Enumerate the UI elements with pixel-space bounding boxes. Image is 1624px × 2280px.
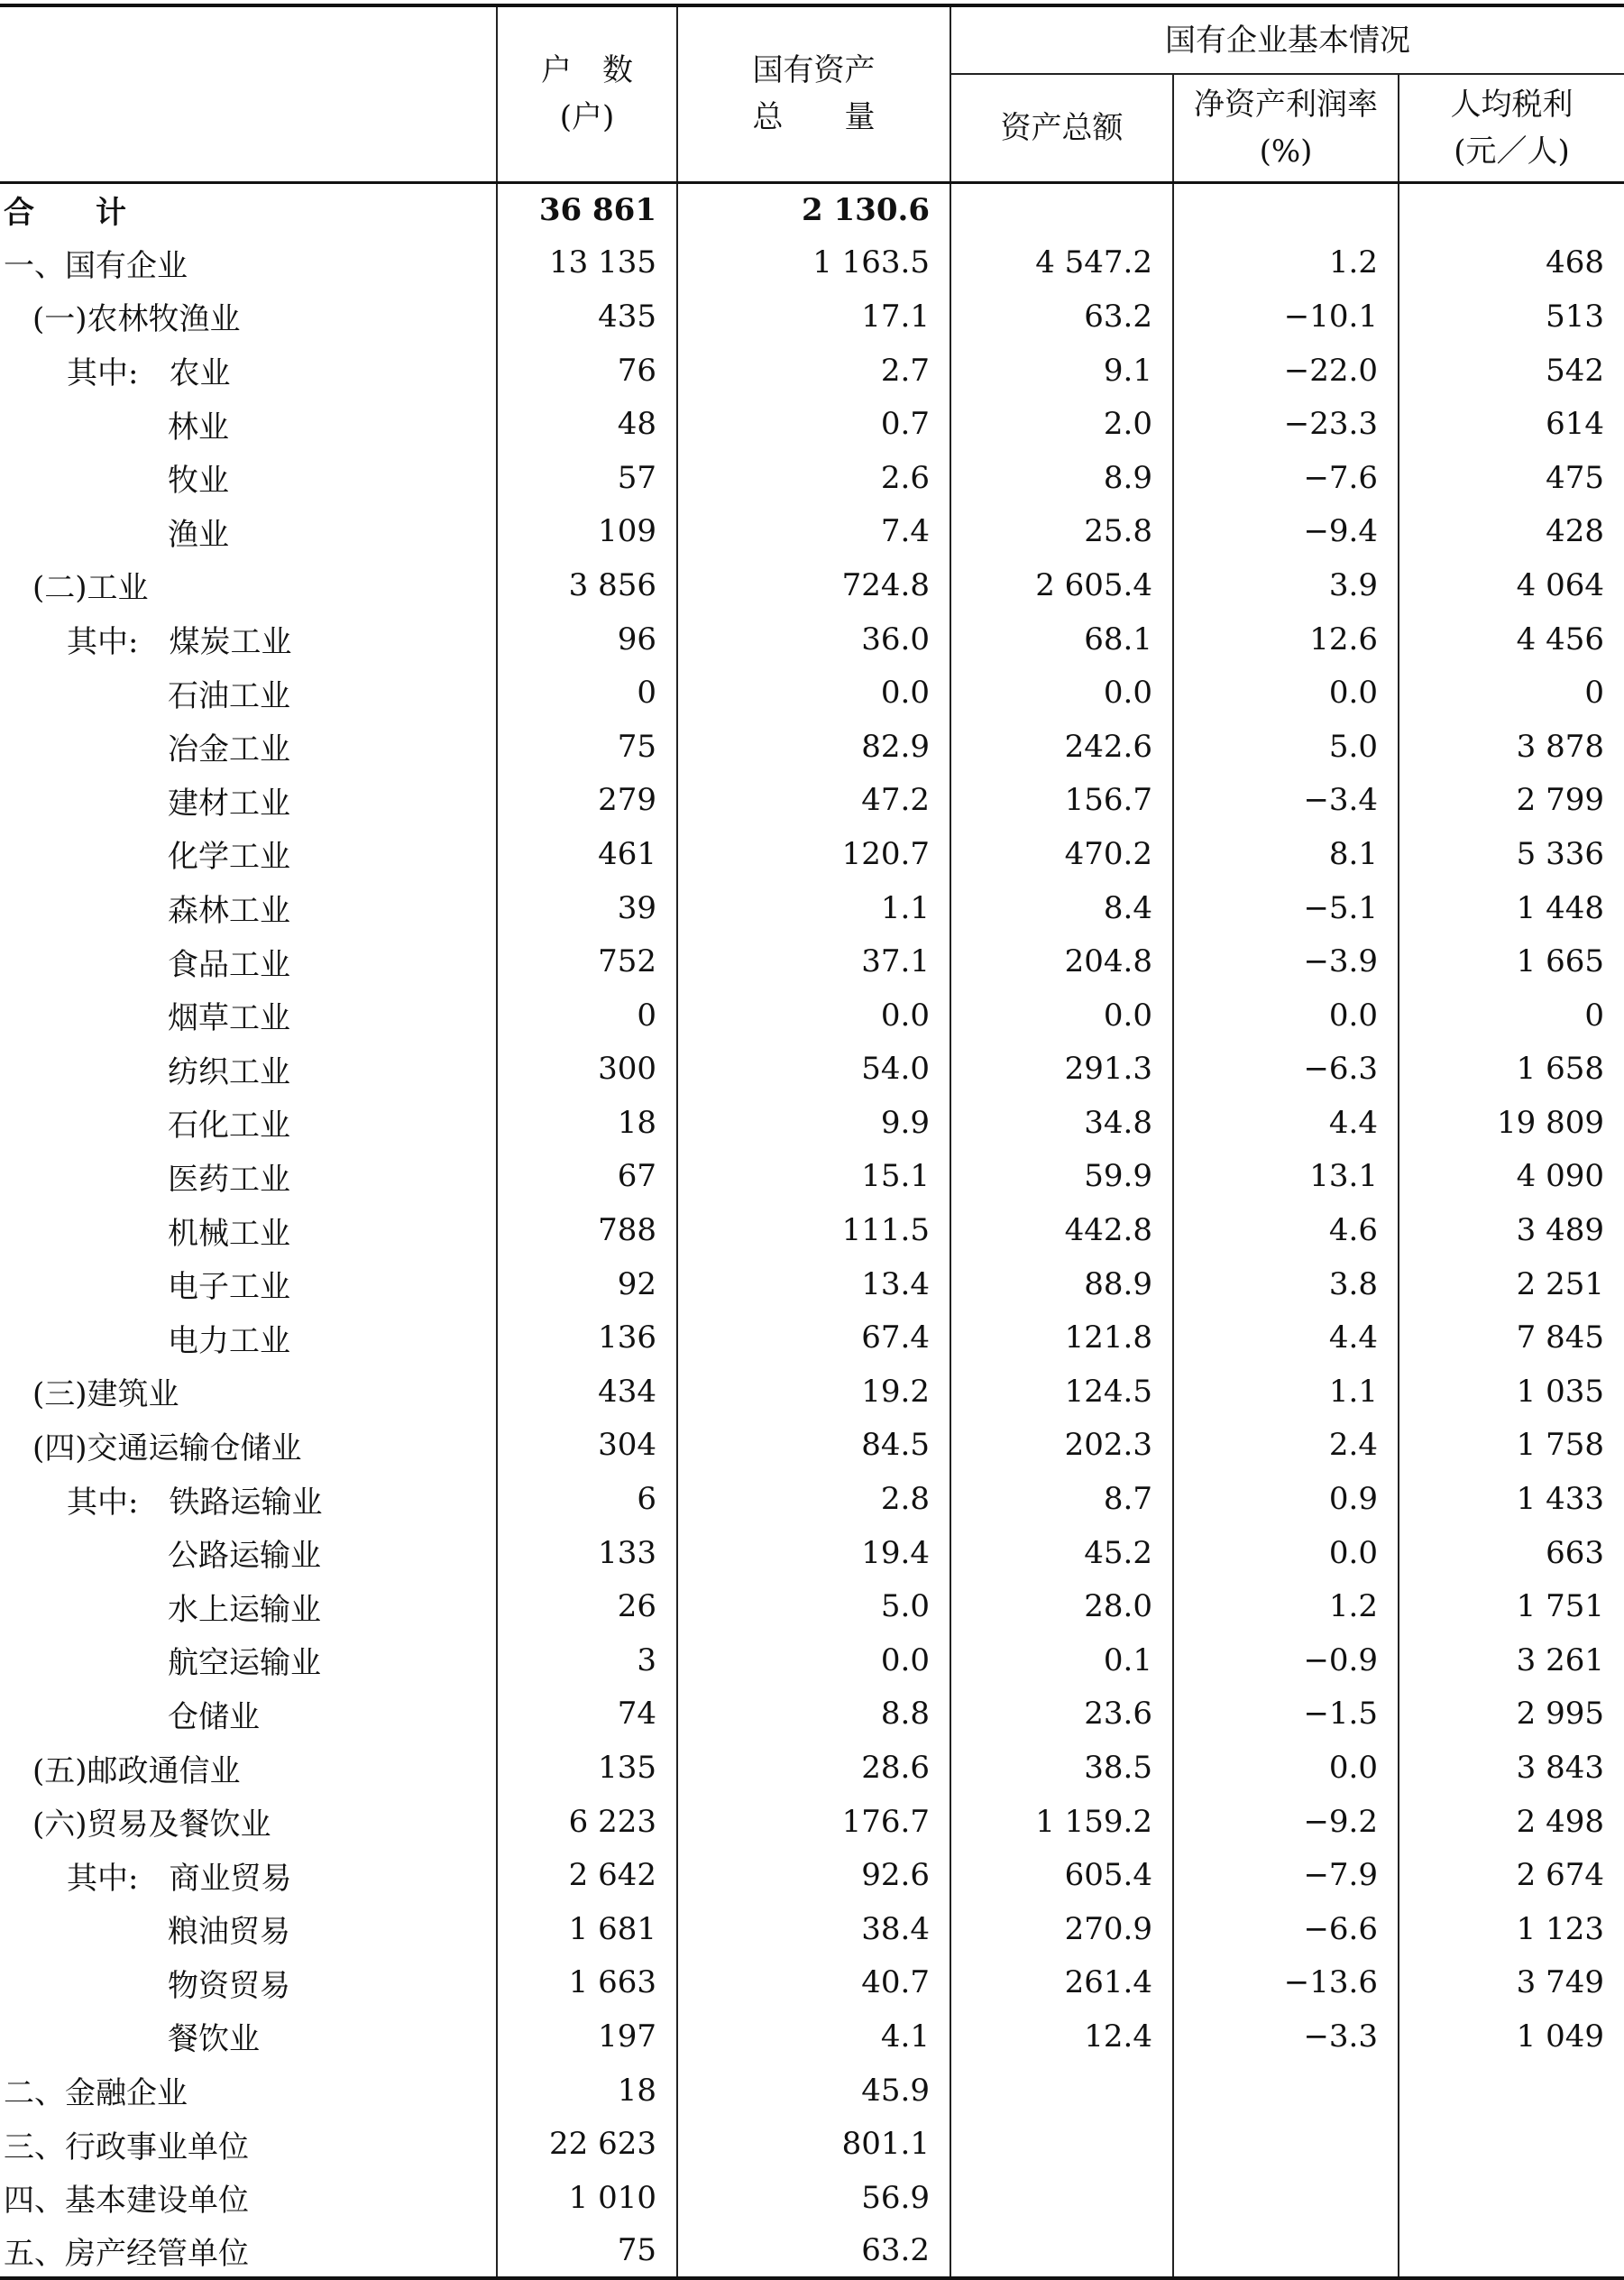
row-label: 三、行政事业单位 bbox=[4, 2128, 249, 2165]
profit-rate-cell: 5.0 bbox=[1173, 720, 1399, 774]
total-assets-cell: 261.4 bbox=[950, 1956, 1173, 2010]
state-assets-cell: 82.9 bbox=[677, 720, 950, 774]
state-assets-cell: 176.7 bbox=[677, 1795, 950, 1849]
profit-rate-cell: 1.2 bbox=[1173, 236, 1399, 290]
total-assets-cell: 124.5 bbox=[950, 1365, 1173, 1419]
tax-per-capita-cell: 1 035 bbox=[1399, 1365, 1624, 1419]
total-assets-cell: 204.8 bbox=[950, 934, 1173, 988]
tax-per-capita-cell: 4 090 bbox=[1399, 1150, 1624, 1204]
state-assets-cell: 15.1 bbox=[677, 1150, 950, 1204]
state-assets-cell: 5.0 bbox=[677, 1579, 950, 1633]
households-cell: 74 bbox=[497, 1687, 677, 1742]
total-assets-cell: 202.3 bbox=[950, 1419, 1173, 1473]
table-row bbox=[0, 451, 1624, 505]
header-households-line-2: (户) bbox=[559, 99, 615, 136]
profit-rate-cell: 1.2 bbox=[1173, 1579, 1399, 1633]
row-label: 机械工业 bbox=[168, 1215, 290, 1252]
households-cell: 197 bbox=[497, 2009, 677, 2064]
profit-rate-cell: −9.2 bbox=[1173, 1795, 1399, 1849]
row-label: (五)邮政通信业 bbox=[32, 1752, 241, 1789]
state-assets-cell: 7.4 bbox=[677, 505, 950, 559]
state-assets-cell: 111.5 bbox=[677, 1203, 950, 1257]
row-label: 合 计 bbox=[4, 195, 126, 232]
table-row bbox=[0, 612, 1624, 667]
profit-rate-cell bbox=[1173, 2117, 1399, 2171]
state-assets-cell: 38.4 bbox=[677, 1902, 950, 1956]
total-assets-cell: 470.2 bbox=[950, 827, 1173, 881]
total-assets-cell bbox=[950, 182, 1173, 236]
total-assets-cell: 8.7 bbox=[950, 1472, 1173, 1526]
profit-rate-cell: 1.1 bbox=[1173, 1365, 1399, 1419]
total-assets-cell: 270.9 bbox=[950, 1902, 1173, 1956]
households-cell: 3 856 bbox=[497, 558, 677, 612]
row-label: 其中: 煤炭工业 bbox=[67, 624, 292, 661]
row-label: 餐饮业 bbox=[168, 2021, 260, 2058]
total-assets-cell: 156.7 bbox=[950, 774, 1173, 828]
total-assets-cell: 45.2 bbox=[950, 1526, 1173, 1580]
tax-per-capita-cell: 0 bbox=[1399, 666, 1624, 720]
tax-per-capita-cell: 475 bbox=[1399, 451, 1624, 505]
tax-per-capita-cell: 4 456 bbox=[1399, 612, 1624, 667]
total-assets-cell: 4 547.2 bbox=[950, 236, 1173, 290]
row-label: 粮油贸易 bbox=[168, 1914, 290, 1951]
total-assets-cell: 121.8 bbox=[950, 1310, 1173, 1365]
table-row bbox=[0, 1150, 1624, 1204]
tax-per-capita-cell: 2 674 bbox=[1399, 1848, 1624, 1902]
tax-per-capita-cell: 1 049 bbox=[1399, 2009, 1624, 2064]
table-row bbox=[0, 397, 1624, 451]
tax-per-capita-cell: 2 251 bbox=[1399, 1257, 1624, 1311]
profit-rate-cell: 8.1 bbox=[1173, 827, 1399, 881]
state-assets-cell: 92.6 bbox=[677, 1848, 950, 1902]
table-row bbox=[0, 1687, 1624, 1742]
households-cell: 26 bbox=[497, 1579, 677, 1633]
profit-rate-cell bbox=[1173, 2064, 1399, 2118]
state-assets-cell: 40.7 bbox=[677, 1956, 950, 2010]
header-row-label-cell bbox=[0, 5, 497, 182]
table-row bbox=[0, 1365, 1624, 1419]
table-row bbox=[0, 505, 1624, 559]
table-row bbox=[0, 1633, 1624, 1687]
households-cell: 1 010 bbox=[497, 2171, 677, 2225]
profit-rate-cell: 4.4 bbox=[1173, 1096, 1399, 1150]
households-cell: 300 bbox=[497, 1043, 677, 1097]
households-cell: 1 681 bbox=[497, 1902, 677, 1956]
row-label: (六)贸易及餐饮业 bbox=[32, 1807, 271, 1843]
households-cell: 752 bbox=[497, 934, 677, 988]
state-assets-cell: 2.8 bbox=[677, 1472, 950, 1526]
state-assets-cell: 120.7 bbox=[677, 827, 950, 881]
table-row bbox=[0, 2225, 1624, 2279]
tax-per-capita-cell: 1 758 bbox=[1399, 1419, 1624, 1473]
table-row bbox=[0, 1096, 1624, 1150]
total-assets-cell: 605.4 bbox=[950, 1848, 1173, 1902]
total-assets-cell: 2.0 bbox=[950, 397, 1173, 451]
state-assets-cell: 54.0 bbox=[677, 1043, 950, 1097]
profit-rate-cell: 4.6 bbox=[1173, 1203, 1399, 1257]
households-cell: 304 bbox=[497, 1419, 677, 1473]
households-cell: 92 bbox=[497, 1257, 677, 1311]
total-assets-cell: 34.8 bbox=[950, 1096, 1173, 1150]
profit-rate-cell bbox=[1173, 182, 1399, 236]
state-assets-cell: 1.1 bbox=[677, 881, 950, 935]
total-assets-cell: 8.4 bbox=[950, 881, 1173, 935]
state-assets-cell: 4.1 bbox=[677, 2009, 950, 2064]
total-assets-cell: 28.0 bbox=[950, 1579, 1173, 1633]
households-cell: 22 623 bbox=[497, 2117, 677, 2171]
row-label: 水上运输业 bbox=[168, 1591, 321, 1628]
header-group-state-enterprises: 国有企业基本情况 bbox=[950, 5, 1624, 74]
tax-per-capita-cell: 7 845 bbox=[1399, 1310, 1624, 1365]
tax-per-capita-cell: 468 bbox=[1399, 236, 1624, 290]
households-cell: 13 135 bbox=[497, 236, 677, 290]
profit-rate-cell: −0.9 bbox=[1173, 1633, 1399, 1687]
profit-rate-cell: 0.0 bbox=[1173, 1741, 1399, 1795]
state-assets-cell: 2 130.6 bbox=[677, 182, 950, 236]
profit-rate-cell: −13.6 bbox=[1173, 1956, 1399, 2010]
profit-rate-cell bbox=[1173, 2171, 1399, 2225]
tax-per-capita-cell: 2 498 bbox=[1399, 1795, 1624, 1849]
state-assets-cell: 13.4 bbox=[677, 1257, 950, 1311]
header-state-assets-line-1: 国有资产 bbox=[752, 52, 876, 89]
profit-rate-cell: 4.4 bbox=[1173, 1310, 1399, 1365]
total-assets-cell: 8.9 bbox=[950, 451, 1173, 505]
state-assets-cell: 724.8 bbox=[677, 558, 950, 612]
tax-per-capita-cell: 614 bbox=[1399, 397, 1624, 451]
profit-rate-cell: 13.1 bbox=[1173, 1150, 1399, 1204]
households-cell: 39 bbox=[497, 881, 677, 935]
profit-rate-cell: 12.6 bbox=[1173, 612, 1399, 667]
households-cell: 461 bbox=[497, 827, 677, 881]
tax-per-capita-cell: 513 bbox=[1399, 290, 1624, 344]
households-cell: 36 861 bbox=[497, 182, 677, 236]
profit-rate-cell: 2.4 bbox=[1173, 1419, 1399, 1473]
state-assets-cell: 801.1 bbox=[677, 2117, 950, 2171]
tax-per-capita-cell: 3 843 bbox=[1399, 1741, 1624, 1795]
header-total-assets bbox=[950, 74, 1173, 182]
row-label: 纺织工业 bbox=[168, 1053, 290, 1090]
tax-per-capita-cell: 5 336 bbox=[1399, 827, 1624, 881]
state-assets-cell: 37.1 bbox=[677, 934, 950, 988]
profit-rate-cell: −9.4 bbox=[1173, 505, 1399, 559]
profit-rate-cell: −1.5 bbox=[1173, 1687, 1399, 1742]
total-assets-cell: 1 159.2 bbox=[950, 1795, 1173, 1849]
tax-per-capita-cell: 4 064 bbox=[1399, 558, 1624, 612]
header-net-profit-rate-line-1: 净资产利润率 bbox=[1194, 86, 1378, 123]
total-assets-cell: 38.5 bbox=[950, 1741, 1173, 1795]
households-cell: 136 bbox=[497, 1310, 677, 1365]
header-net-profit-rate-line-2: (%) bbox=[1259, 133, 1313, 170]
households-cell: 67 bbox=[497, 1150, 677, 1204]
profit-rate-cell: 3.9 bbox=[1173, 558, 1399, 612]
row-label: 石化工业 bbox=[168, 1108, 290, 1145]
profit-rate-cell: 0.0 bbox=[1173, 988, 1399, 1043]
profit-rate-cell: −5.1 bbox=[1173, 881, 1399, 935]
profit-rate-cell: −22.0 bbox=[1173, 344, 1399, 398]
total-assets-cell: 0.0 bbox=[950, 666, 1173, 720]
profit-rate-cell: −7.9 bbox=[1173, 1848, 1399, 1902]
households-cell: 434 bbox=[497, 1365, 677, 1419]
row-label: 其中: 铁路运输业 bbox=[67, 1484, 323, 1521]
state-assets-cell: 0.0 bbox=[677, 666, 950, 720]
households-cell: 75 bbox=[497, 2225, 677, 2279]
profit-rate-cell: −6.6 bbox=[1173, 1902, 1399, 1956]
state-assets-cell: 84.5 bbox=[677, 1419, 950, 1473]
state-assets-cell: 0.0 bbox=[677, 988, 950, 1043]
table-row bbox=[0, 1902, 1624, 1956]
total-assets-cell: 9.1 bbox=[950, 344, 1173, 398]
header-households bbox=[497, 5, 677, 182]
table-body bbox=[0, 182, 1624, 2278]
households-cell: 48 bbox=[497, 397, 677, 451]
households-cell: 0 bbox=[497, 666, 677, 720]
table-row bbox=[0, 1795, 1624, 1849]
row-label: 五、房产经管单位 bbox=[0, 2225, 497, 2279]
total-assets-cell: 442.8 bbox=[950, 1203, 1173, 1257]
tax-per-capita-cell: 1 665 bbox=[1399, 934, 1624, 988]
profit-rate-cell: 0.9 bbox=[1173, 1472, 1399, 1526]
profit-rate-cell bbox=[1173, 2225, 1399, 2279]
row-label: 森林工业 bbox=[168, 893, 290, 930]
table-row bbox=[0, 344, 1624, 398]
row-label: 物资贸易 bbox=[168, 1967, 290, 2004]
row-label: 化学工业 bbox=[168, 839, 290, 876]
row-label: 渔业 bbox=[168, 516, 229, 553]
table-row bbox=[0, 1043, 1624, 1097]
tax-per-capita-cell: 2 995 bbox=[1399, 1687, 1624, 1742]
households-cell: 76 bbox=[497, 344, 677, 398]
households-cell: 3 bbox=[497, 1633, 677, 1687]
table-row bbox=[0, 2009, 1624, 2064]
table-row bbox=[0, 720, 1624, 774]
row-label: (四)交通运输仓储业 bbox=[32, 1430, 302, 1466]
state-assets-cell: 56.9 bbox=[677, 2171, 950, 2225]
total-assets-cell: 0.0 bbox=[950, 988, 1173, 1043]
table-row bbox=[0, 774, 1624, 828]
table-row bbox=[0, 236, 1624, 290]
households-cell: 435 bbox=[497, 290, 677, 344]
tax-per-capita-cell: 3 261 bbox=[1399, 1633, 1624, 1687]
table-row bbox=[0, 182, 1624, 236]
households-cell: 279 bbox=[497, 774, 677, 828]
total-assets-cell bbox=[950, 2225, 1173, 2279]
table-row bbox=[0, 988, 1624, 1043]
households-cell: 6 bbox=[497, 1472, 677, 1526]
total-assets-cell: 88.9 bbox=[950, 1257, 1173, 1311]
table-row bbox=[0, 1956, 1624, 2010]
row-label: (三)建筑业 bbox=[32, 1376, 179, 1413]
row-label: 建材工业 bbox=[168, 785, 290, 822]
tax-per-capita-cell: 19 809 bbox=[1399, 1096, 1624, 1150]
households-cell: 135 bbox=[497, 1741, 677, 1795]
state-assets-cell: 19.4 bbox=[677, 1526, 950, 1580]
tax-per-capita-cell: 542 bbox=[1399, 344, 1624, 398]
row-label: 冶金工业 bbox=[168, 731, 290, 768]
profit-rate-cell: 0.0 bbox=[1173, 666, 1399, 720]
table-row bbox=[0, 881, 1624, 935]
profit-rate-cell: −3.9 bbox=[1173, 934, 1399, 988]
profit-rate-cell: −7.6 bbox=[1173, 451, 1399, 505]
row-label: 公路运输业 bbox=[168, 1538, 321, 1575]
tax-per-capita-cell: 3 878 bbox=[1399, 720, 1624, 774]
table-row bbox=[0, 1741, 1624, 1795]
table-row bbox=[0, 1526, 1624, 1580]
state-assets-cell: 0.0 bbox=[677, 1633, 950, 1687]
table-header bbox=[0, 5, 1624, 182]
profit-rate-cell: −3.4 bbox=[1173, 774, 1399, 828]
tax-per-capita-cell bbox=[1399, 2064, 1624, 2118]
total-assets-cell bbox=[950, 2171, 1173, 2225]
total-assets-cell: 12.4 bbox=[950, 2009, 1173, 2064]
households-cell: 0 bbox=[497, 988, 677, 1043]
tax-per-capita-cell bbox=[1399, 182, 1624, 236]
row-label: 仓储业 bbox=[168, 1698, 260, 1735]
header-households-line-1: 户 数 bbox=[541, 52, 633, 89]
profit-rate-cell: 0.0 bbox=[1173, 1526, 1399, 1580]
row-label: 电力工业 bbox=[168, 1322, 290, 1359]
profit-rate-cell: −3.3 bbox=[1173, 2009, 1399, 2064]
total-assets-cell bbox=[950, 2117, 1173, 2171]
total-assets-cell: 291.3 bbox=[950, 1043, 1173, 1097]
row-label: 食品工业 bbox=[168, 946, 290, 983]
header-tax-per-capita bbox=[1399, 74, 1624, 182]
row-label: 航空运输业 bbox=[168, 1645, 321, 1682]
header-tax-per-capita-line-1: 人均税利 bbox=[1450, 86, 1574, 123]
households-cell: 109 bbox=[497, 505, 677, 559]
total-assets-cell: 68.1 bbox=[950, 612, 1173, 667]
households-cell: 57 bbox=[497, 451, 677, 505]
row-label: 医药工业 bbox=[168, 1161, 290, 1198]
households-cell: 96 bbox=[497, 612, 677, 667]
table-row bbox=[0, 1203, 1624, 1257]
state-assets-cell: 1 163.5 bbox=[677, 236, 950, 290]
tax-per-capita-cell: 0 bbox=[1399, 988, 1624, 1043]
households-cell: 788 bbox=[497, 1203, 677, 1257]
table-row bbox=[0, 934, 1624, 988]
tax-per-capita-cell: 3 749 bbox=[1399, 1956, 1624, 2010]
tax-per-capita-cell: 3 489 bbox=[1399, 1203, 1624, 1257]
row-label: 石油工业 bbox=[168, 677, 290, 714]
profit-rate-cell: 3.8 bbox=[1173, 1257, 1399, 1311]
tax-per-capita-cell: 1 751 bbox=[1399, 1579, 1624, 1633]
row-label: 其中: 农业 bbox=[67, 355, 231, 392]
state-assets-cell: 67.4 bbox=[677, 1310, 950, 1365]
households-cell: 1 663 bbox=[497, 1956, 677, 2010]
tax-per-capita-cell: 1 433 bbox=[1399, 1472, 1624, 1526]
state-assets-cell: 2.6 bbox=[677, 451, 950, 505]
table-row bbox=[0, 1257, 1624, 1311]
total-assets-cell bbox=[950, 2064, 1173, 2118]
total-assets-cell: 23.6 bbox=[950, 1687, 1173, 1742]
tax-per-capita-cell: 2 799 bbox=[1399, 774, 1624, 828]
table-row bbox=[0, 1310, 1624, 1365]
table-row bbox=[0, 1848, 1624, 1902]
row-label: (一)农林牧渔业 bbox=[32, 301, 241, 338]
households-cell: 75 bbox=[497, 720, 677, 774]
households-cell: 6 223 bbox=[497, 1795, 677, 1849]
tax-per-capita-cell: 428 bbox=[1399, 505, 1624, 559]
tax-per-capita-cell: 663 bbox=[1399, 1526, 1624, 1580]
state-assets-cell: 47.2 bbox=[677, 774, 950, 828]
state-assets-cell: 36.0 bbox=[677, 612, 950, 667]
tax-per-capita-cell bbox=[1399, 2171, 1624, 2225]
table-row bbox=[0, 1419, 1624, 1473]
state-assets-cell: 28.6 bbox=[677, 1741, 950, 1795]
tax-per-capita-cell: 1 448 bbox=[1399, 881, 1624, 935]
table-row bbox=[0, 2064, 1624, 2118]
profit-rate-cell: −23.3 bbox=[1173, 397, 1399, 451]
header-total-assets-line-1: 资产总额 bbox=[1000, 109, 1124, 146]
row-label: 二、金融企业 bbox=[4, 2075, 188, 2112]
row-label: 牧业 bbox=[168, 463, 229, 500]
total-assets-cell: 2 605.4 bbox=[950, 558, 1173, 612]
header-state-assets bbox=[677, 5, 950, 182]
header-state-assets-line-2: 总 量 bbox=[752, 99, 876, 136]
total-assets-cell: 242.6 bbox=[950, 720, 1173, 774]
row-label: 四、基本建设单位 bbox=[4, 2183, 249, 2220]
total-assets-cell: 0.1 bbox=[950, 1633, 1173, 1687]
table-row bbox=[0, 666, 1624, 720]
households-cell: 18 bbox=[497, 2064, 677, 2118]
header-tax-per-capita-line-2: (元／人) bbox=[1454, 133, 1570, 170]
state-assets-cell: 45.9 bbox=[677, 2064, 950, 2118]
table-row bbox=[0, 1579, 1624, 1633]
state-assets-cell: 9.9 bbox=[677, 1096, 950, 1150]
table-row bbox=[0, 1472, 1624, 1526]
total-assets-cell: 25.8 bbox=[950, 505, 1173, 559]
state-assets-cell: 8.8 bbox=[677, 1687, 950, 1742]
header-net-profit-rate bbox=[1173, 74, 1399, 182]
row-label: 其中: 商业贸易 bbox=[67, 1860, 292, 1897]
profit-rate-cell: −10.1 bbox=[1173, 290, 1399, 344]
tax-per-capita-cell bbox=[1399, 2117, 1624, 2171]
row-label: 林业 bbox=[168, 409, 229, 446]
table-row bbox=[0, 290, 1624, 344]
profit-rate-cell: −6.3 bbox=[1173, 1043, 1399, 1097]
table-row bbox=[0, 827, 1624, 881]
state-assets-cell: 63.2 bbox=[677, 2225, 950, 2279]
total-assets-cell: 59.9 bbox=[950, 1150, 1173, 1204]
state-assets-table bbox=[0, 4, 1624, 2280]
tax-per-capita-cell: 1 123 bbox=[1399, 1902, 1624, 1956]
state-assets-cell: 19.2 bbox=[677, 1365, 950, 1419]
row-label: 一、国有企业 bbox=[4, 247, 188, 284]
tax-per-capita-cell bbox=[1399, 2225, 1624, 2279]
table-row bbox=[0, 558, 1624, 612]
row-label: 烟草工业 bbox=[168, 1000, 290, 1037]
row-label: (二)工业 bbox=[32, 570, 149, 607]
row-label: 电子工业 bbox=[168, 1269, 290, 1306]
tax-per-capita-cell: 1 658 bbox=[1399, 1043, 1624, 1097]
state-assets-cell: 2.7 bbox=[677, 344, 950, 398]
state-assets-cell: 17.1 bbox=[677, 290, 950, 344]
state-assets-cell: 0.7 bbox=[677, 397, 950, 451]
households-cell: 18 bbox=[497, 1096, 677, 1150]
table-row bbox=[0, 2171, 1624, 2225]
total-assets-cell: 63.2 bbox=[950, 290, 1173, 344]
households-cell: 2 642 bbox=[497, 1848, 677, 1902]
households-cell: 133 bbox=[497, 1526, 677, 1580]
table-row bbox=[0, 2117, 1624, 2171]
